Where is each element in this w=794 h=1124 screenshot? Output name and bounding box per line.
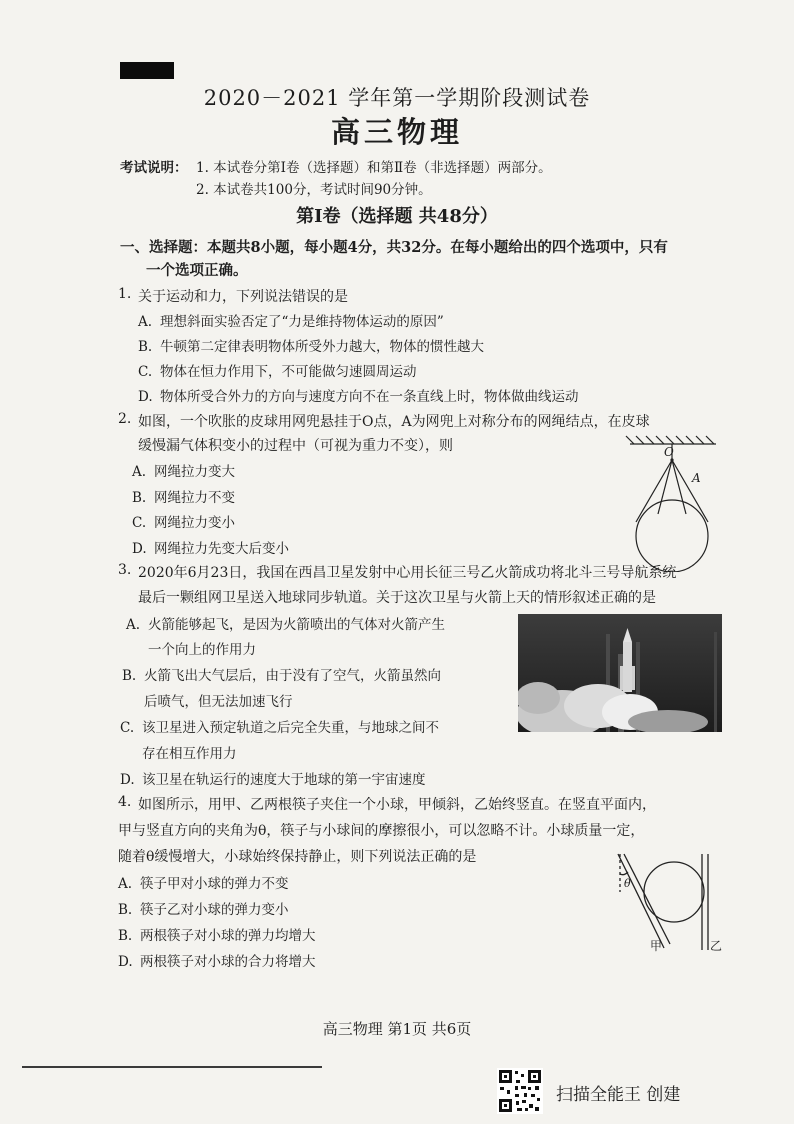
- q2-option-a: A. 网绳拉力变大: [132, 464, 235, 480]
- chopstick-yi-label: 乙: [710, 939, 723, 953]
- q3-option-c-cont: 存在相互作用力: [142, 746, 237, 762]
- q4-option-b: B. 筷子乙对小球的弹力变小: [118, 902, 289, 918]
- chopstick-jia-label: 甲: [650, 939, 663, 953]
- page-footer: 高三物理 第1页 共6页: [322, 1020, 472, 1038]
- notes-line-1: 1. 本试卷分第Ⅰ卷（选择题）和第Ⅱ卷（非选择题）两部分。: [196, 160, 552, 176]
- q4-option-d: D. 两根筷子对小球的合力将增大: [118, 954, 316, 970]
- redaction-bar: [120, 62, 174, 79]
- theta-label: θ: [624, 877, 631, 890]
- section-instruction-cont: 一个选项正确。: [146, 262, 248, 279]
- question-4-stem-line-3: 随着θ缓慢增大，小球始终保持静止，则下列说法正确的是: [118, 849, 477, 865]
- chopsticks-ball-figure: [610, 852, 726, 954]
- question-3-number: 3.: [118, 562, 132, 578]
- rocket-launch-photo: [518, 614, 722, 732]
- question-2-stem-line-2: 缓慢漏气体积变小的过程中（可视为重力不变），则: [138, 438, 453, 454]
- q4-option-a: A. 筷子甲对小球的弹力不变: [118, 876, 289, 892]
- q2-option-b: B. 网绳拉力不变: [132, 490, 235, 506]
- question-4-stem-line-1: 如图所示，用甲、乙两根筷子夹住一个小球，甲倾斜，乙始终竖直。在竖直平面内，: [138, 797, 656, 813]
- q3-option-b-cont: 后喷气，但无法加速飞行: [144, 694, 293, 710]
- q3-option-d: D. 该卫星在轨运行的速度大于地球的第一宇宙速度: [120, 772, 426, 788]
- subject-title: 高三物理: [330, 115, 463, 149]
- point-o-label: O: [664, 445, 674, 459]
- q1-option-b: B. 牛顿第二定律表明物体所受外力越大，物体的惯性越大: [138, 339, 484, 355]
- notes-label: 考试说明：: [120, 160, 188, 176]
- question-1-stem: 关于运动和力，下列说法错误的是: [138, 289, 348, 305]
- q2-option-c: C. 网绳拉力变小: [132, 515, 235, 531]
- q3-option-c: C. 该卫星进入预定轨道之后完全失重，与地球之间不: [120, 720, 439, 736]
- question-1-number: 1.: [118, 286, 132, 302]
- q1-option-a: A. 理想斜面实验否定了“力是维持物体运动的原因”: [138, 314, 444, 330]
- qr-code-icon: [497, 1068, 543, 1114]
- q3-option-b: B. 火箭飞出大气层后，由于没有了空气，火箭虽然向: [122, 668, 441, 684]
- q2-option-d: D. 网绳拉力先变大后变小: [132, 541, 289, 557]
- scan-edge-line: [22, 1066, 322, 1068]
- q3-option-a-cont: 一个向上的作用力: [148, 642, 256, 658]
- question-4-stem-line-2: 甲与竖直方向的夹角为θ，筷子与小球间的摩擦很小，可以忽略不计。小球质量一定，: [118, 823, 645, 839]
- q1-option-d: D. 物体所受合外力的方向与速度方向不在一条直线上时，物体做曲线运动: [138, 389, 579, 405]
- section-instruction: 一、选择题：本题共8小题，每小题4分，共32分。在每小题给出的四个选项中，只有: [120, 239, 668, 256]
- exam-title: 2020－2021 学年第一学期阶段测试卷: [203, 86, 591, 110]
- question-3-stem-line-1: 2020年6月23日，我国在西昌卫星发射中心用长征三号乙火箭成功将北斗三号导航系统: [138, 565, 677, 581]
- notes-line-2: 2. 本试卷共100分，考试时间90分钟。: [196, 182, 432, 198]
- q4-option-c: B. 两根筷子对小球的弹力均增大: [118, 928, 316, 944]
- point-a-label: A: [692, 471, 701, 485]
- question-2-stem-line-1: 如图，一个吹胀的皮球用网兜悬挂于O点，A为网兜上对称分布的网绳结点，在皮球: [138, 414, 650, 430]
- scanner-watermark: 扫描全能王 创建: [556, 1085, 681, 1105]
- q3-option-a: A. 火箭能够起飞，是因为火箭喷出的气体对火箭产生: [126, 617, 445, 633]
- ball-in-net-figure: [618, 432, 730, 572]
- section-title: 第Ⅰ卷（选择题 共48分）: [296, 206, 498, 227]
- q1-option-c: C. 物体在恒力作用下，不可能做匀速圆周运动: [138, 364, 417, 380]
- question-3-stem-line-2: 最后一颗组网卫星送入地球同步轨道。关于这次卫星与火箭上天的情形叙述正确的是: [138, 590, 656, 606]
- question-2-number: 2.: [118, 411, 132, 427]
- question-4-number: 4.: [118, 794, 132, 810]
